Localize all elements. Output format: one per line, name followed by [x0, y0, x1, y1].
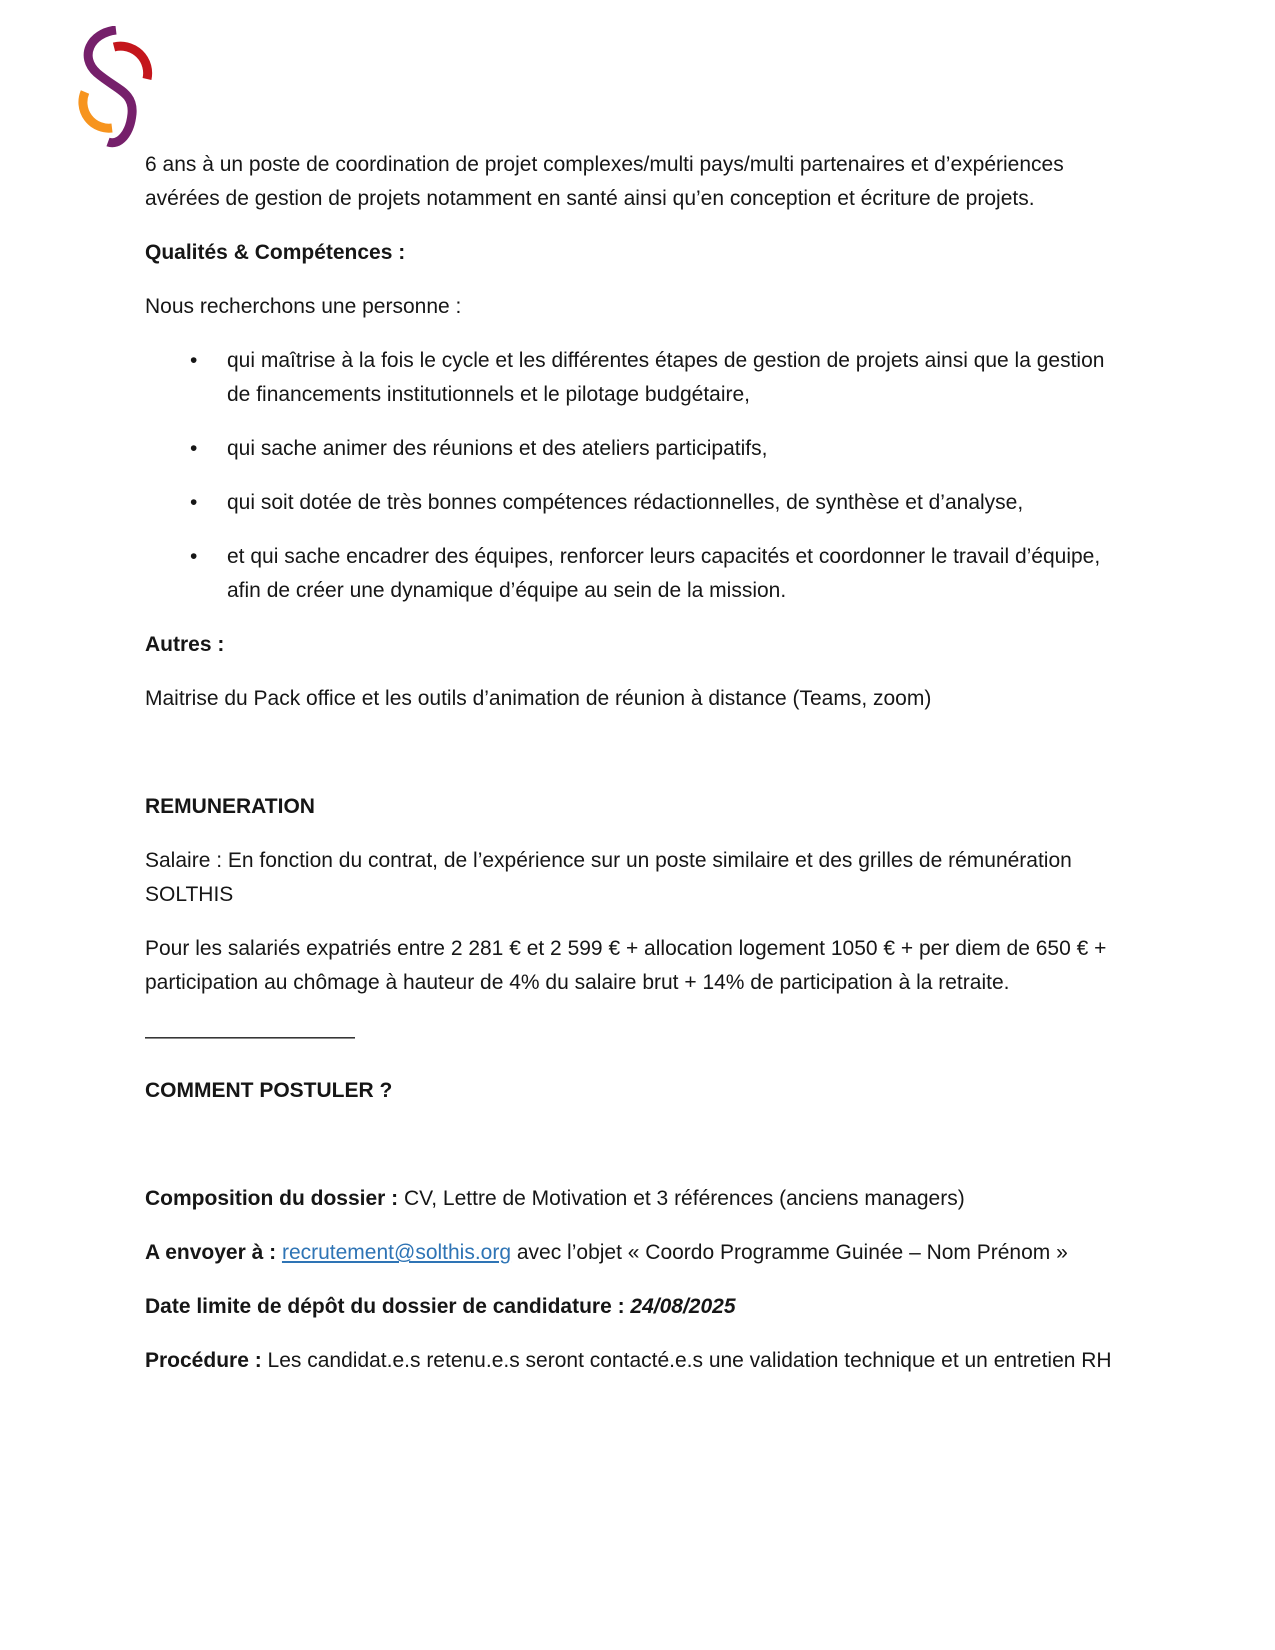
intro-paragraph: 6 ans à un poste de coordination de projet complexes/multi pays/multi partenaires et d’expériences avérées de gestion de projets notamment en santé ainsi qu’en conception et écriture de projets. [145, 153, 1064, 210]
remuneration-heading: REMUNERATION [145, 795, 315, 818]
bullet-text: qui soit dotée de très bonnes compétences rédactionnelles, de synthèse et d’analyse, [227, 491, 1024, 514]
autres-heading: Autres : [145, 633, 225, 656]
envoyer-label: A envoyer à : [145, 1241, 282, 1264]
blank-line [145, 1128, 1120, 1182]
expat-salary-paragraph: Pour les salariés expatriés entre 2 281 € et 2 599 € + allocation logement 1050 € + per diem de 650 € + participation au chômage à hauteur de 4% du salaire brut + 14% de participation à la retraite. [145, 937, 1107, 994]
salaire-paragraph: Salaire : En fonction du contrat, de l’expérience sur un poste similaire et des grilles de rémunération SOLTHIS [145, 849, 1072, 906]
qualities-intro: Nous recherchons une personne : [145, 295, 462, 318]
qualities-list [145, 344, 1120, 608]
deadline-label: Date limite de dépôt du dossier de candidature : [145, 1295, 631, 1318]
bullet-text: et qui sache encadrer des équipes, renforcer leurs capacités et coordonner le travail d’équipe, afin de créer une dynamique d’équipe au sein de la mission. [227, 545, 1101, 602]
composition-label: Composition du dossier : [145, 1187, 405, 1210]
qualities-heading: Qualités & Compétences : [145, 241, 406, 264]
postuler-heading: COMMENT POSTULER ? [145, 1079, 393, 1102]
deadline-date: 24/08/2025 [630, 1295, 736, 1318]
blank-line [145, 736, 1120, 790]
bullet-dot-icon: • [190, 491, 198, 514]
solthis-logo [77, 26, 155, 155]
solthis-logo-icon [77, 26, 155, 150]
bullet-item [145, 540, 1120, 608]
composition-text: CV, Lettre de Motivation et 3 références (anciens managers) [404, 1187, 965, 1210]
bullet-dot-icon: • [190, 349, 198, 372]
bullet-text: qui sache animer des réunions et des ateliers participatifs, [227, 437, 768, 460]
bullet-dot-icon: • [190, 545, 198, 568]
envoyer-suffix: avec l’objet « Coordo Programme Guinée – Nom Prénom » [511, 1241, 1068, 1264]
deadline-paragraph [145, 1290, 1120, 1324]
document-body [145, 148, 1120, 1398]
recruitment-email-link[interactable]: recrutement@solthis.org [281, 1241, 512, 1264]
bullet-text: qui maîtrise à la fois le cycle et les différentes étapes de gestion de projets ainsi que la gestion de financements institutionnels et le pilotage budgétaire, [227, 349, 1105, 406]
composition-paragraph [145, 1182, 1120, 1216]
separator-dashes: —————————— [145, 1025, 355, 1048]
bullet-item [145, 344, 1120, 412]
procedure-text: Les candidat.e.s retenu.e.s seront contacté.e.s une validation technique et un entretien RH [267, 1349, 1112, 1372]
procedure-label: Procédure : [145, 1349, 268, 1372]
envoyer-paragraph [145, 1236, 1120, 1270]
procedure-paragraph [145, 1344, 1120, 1378]
bullet-dot-icon: • [190, 437, 198, 460]
autres-paragraph: Maitrise du Pack office et les outils d’animation de réunion à distance (Teams, zoom) [145, 687, 932, 710]
bullet-item [145, 486, 1120, 520]
bullet-item [145, 432, 1120, 466]
